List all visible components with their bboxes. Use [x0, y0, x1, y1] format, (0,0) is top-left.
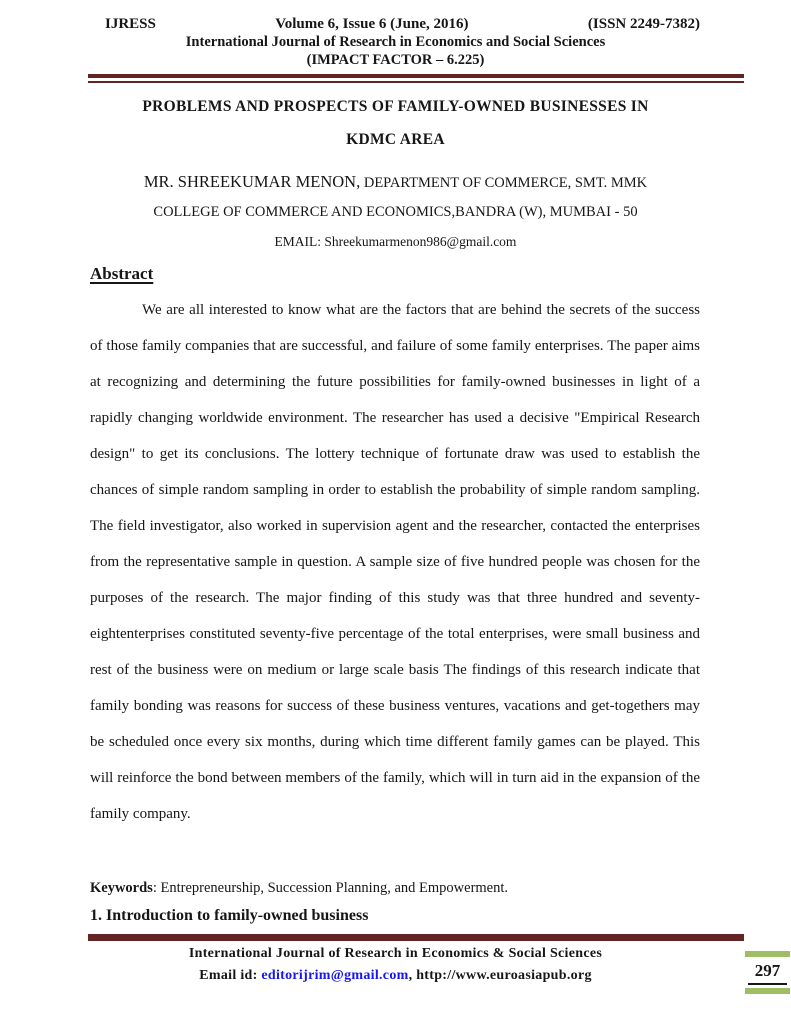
- journal-volume-info: Volume 6, Issue 6 (June, 2016): [275, 16, 469, 32]
- author-affiliation-line2: COLLEGE OF COMMERCE AND ECONOMICS,BANDRA (W), MUMBAI - 50: [153, 204, 638, 220]
- journal-impact-factor: (IMPACT FACTOR – 6.225): [306, 52, 485, 68]
- page-number: 297: [748, 959, 787, 985]
- header-divider-thin-line: [88, 81, 744, 83]
- footer-site-url: , http://www.euroasiapub.org: [408, 968, 592, 983]
- paper-title-line1: PROBLEMS AND PROSPECTS OF FAMILY-OWNED BUSINESSES IN: [142, 98, 649, 115]
- footer-email-label: Email id:: [199, 968, 262, 983]
- journal-header-line1: [90, 15, 700, 33]
- footer-journal-name: International Journal of Research in Economics & Social Sciences: [188, 946, 603, 961]
- header-divider: [88, 74, 744, 83]
- author-block: [0, 167, 791, 256]
- footer-divider: [88, 934, 744, 941]
- keywords-list: : Entrepreneurship, Succession Planning, and Empowerment.: [152, 880, 509, 896]
- footer-contact-line: [0, 966, 791, 985]
- page-number-bottom-bar: [745, 988, 790, 994]
- page-number-top-bar: [745, 951, 790, 957]
- journal-abbrev: IJRESS: [105, 16, 156, 32]
- author-email-line: [0, 227, 791, 256]
- paper-title: [0, 90, 791, 156]
- author-email-label: EMAIL:: [274, 234, 325, 249]
- abstract-heading: Abstract: [90, 264, 154, 283]
- author-name: MR. SHREEKUMAR MENON,: [143, 172, 361, 191]
- author-affiliation-line1: [0, 167, 791, 198]
- keywords-line: [90, 878, 700, 898]
- keywords-label: Keywords: [90, 880, 153, 896]
- abstract-paragraph: We are all interested to know what are the factors that are behind the secrets of the success of those family companies that are successful, and failure of some family enterprises. The paper aims at recognizing and determining the future possibilities for family-owned businesses in light of a rapidly changing worldwide environment. The researcher has used a decisive "Empirical Research design" to get its conclusions. The lottery technique of fortunate draw was used to establish the chances of simple random sampling in order to establish the probability of simple random sampling. The field investigator, also worked in supervision agent and the researcher, contacted the enterprises from the representative sample in question. A sample size of five hundred people was chosen for the purposes of the research. The major finding of this study was that three hundred and seventy-eightenterprises constituted seventy-five percentage of the total enterprises, were small business and rest of the business were on medium or large scale basis The findings of this research indicate that family bonding was reasons for success of these business ventures, vacations and get-togethers may be scheduled once every six months, during which time different family games can be played. This will reinforce the bond between members of the family, which will in turn aid in the expansion of the family company.: [90, 302, 700, 822]
- author-email-address: Shreekumarmenon986@gmail.com: [324, 234, 517, 249]
- author-department: DEPARTMENT OF COMMERCE, SMT. MMK: [360, 175, 648, 191]
- journal-name: International Journal of Research in Economics and Social Sciences: [185, 34, 606, 50]
- section-heading-introduction: 1. Introduction to family-owned business: [90, 907, 369, 924]
- footer-email-link[interactable]: editorijrim@gmail.com: [261, 968, 409, 983]
- paper-title-line2: KDMC AREA: [346, 131, 445, 148]
- page-number-badge: [745, 951, 790, 994]
- journal-issn: (ISSN 2249-7382): [587, 16, 700, 32]
